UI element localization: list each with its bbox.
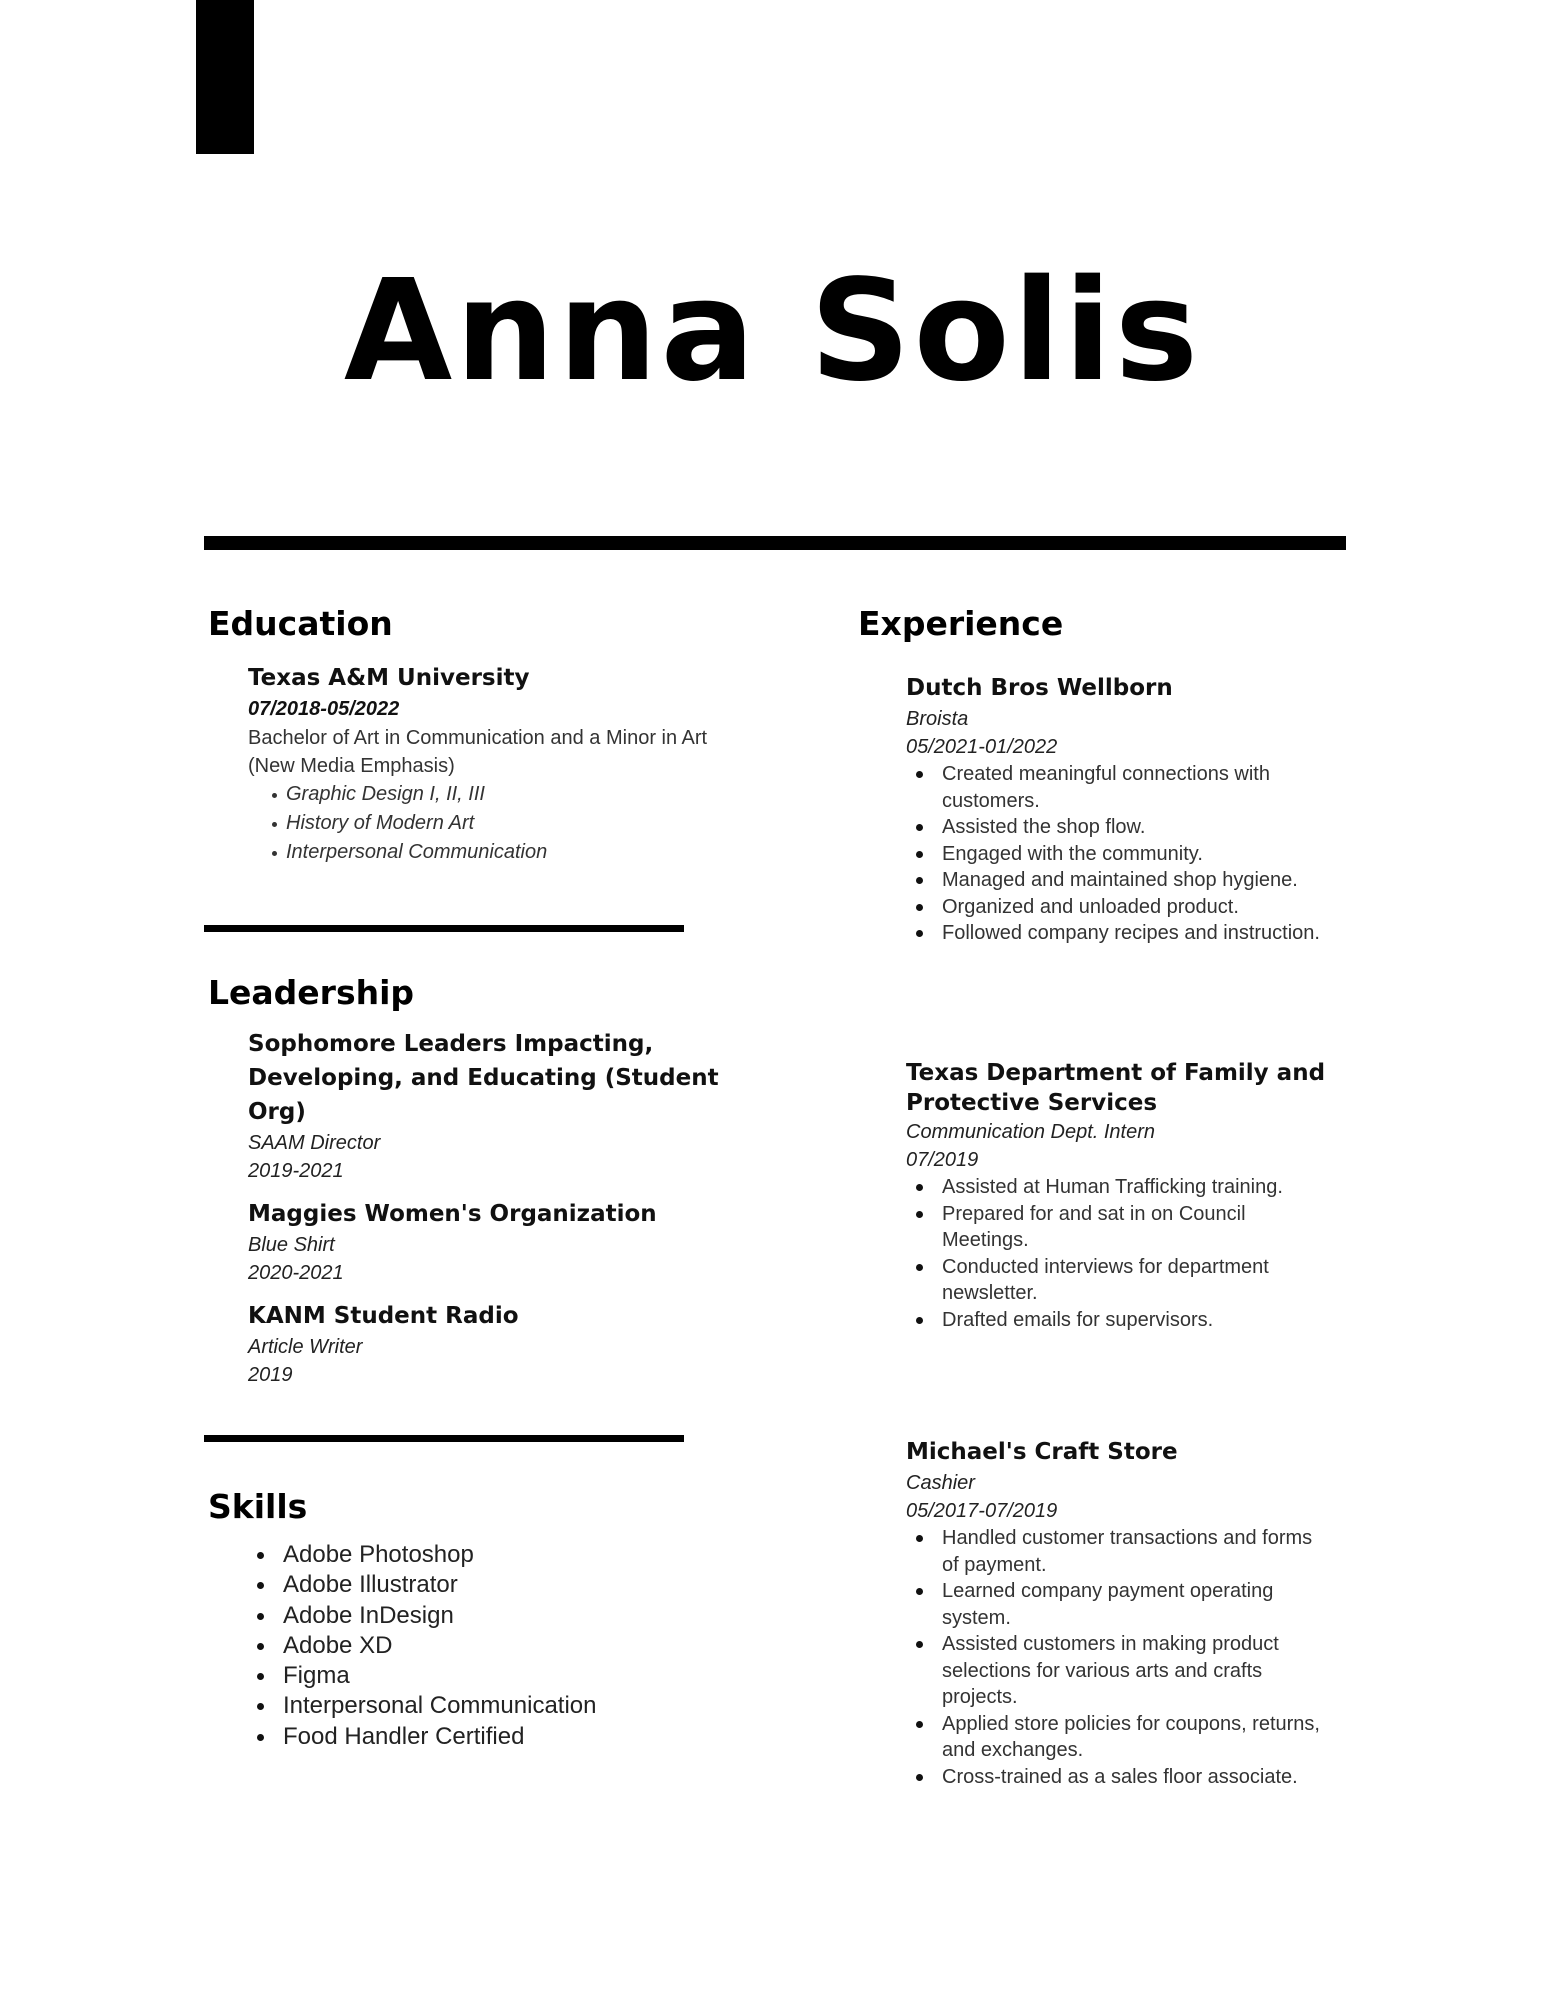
skill-item: Interpersonal Communication [253,1691,733,1721]
section-divider [204,1435,684,1442]
duty-item: Handled customer transactions and forms of payment. [906,1525,1326,1578]
leadership-dates: 2019 [248,1364,293,1386]
skill-item: Adobe InDesign [253,1601,733,1631]
duty-item: Assisted at Human Trafficking training. [906,1174,1326,1201]
job-role: Cashier [906,1472,975,1494]
leadership-org: Sophomore Leaders Impacting, Developing, and Educating (Student Org) [248,1031,719,1125]
skill-item: Food Handler Certified [253,1722,733,1752]
job-dates: 05/2017-07/2019 [906,1500,1058,1522]
job-duties [906,1525,1326,1790]
leadership-org: Maggies Women's Organization [248,1201,657,1227]
job-company: Michael's Craft Store [906,1439,1178,1465]
education-school: Texas A&M University [248,665,530,691]
candidate-name: Anna Solis [343,250,1202,413]
job-entry [906,1058,1326,1333]
duty-item: Applied store policies for coupons, returns, and exchanges. [906,1711,1326,1764]
leadership-org: KANM Student Radio [248,1303,519,1329]
leadership-list [248,1027,728,1401]
duty-item: Conducted interviews for department newsletter. [906,1254,1326,1307]
leadership-dates: 2019-2021 [248,1160,344,1182]
duty-item: Managed and maintained shop hygiene. [906,867,1326,894]
course-item: History of Modern Art [248,809,718,838]
leadership-heading: Leadership [208,973,415,1012]
leadership-dates: 2020-2021 [248,1262,344,1284]
course-item: Interpersonal Communication [248,838,718,867]
header-divider [204,536,1346,550]
duty-item: Created meaningful connections with customers. [906,761,1326,814]
education-dates: 07/2018-05/2022 [248,698,400,720]
job-company: Dutch Bros Wellborn [906,675,1173,701]
leadership-role: Blue Shirt [248,1234,335,1256]
leadership-role: SAAM Director [248,1132,381,1154]
job-entry [906,1435,1326,1790]
duty-item: Cross-trained as a sales floor associate. [906,1764,1326,1791]
course-item: Graphic Design I, II, III [248,780,718,809]
duty-item: Assisted the shop flow. [906,814,1326,841]
duty-item: Learned company payment operating system. [906,1578,1326,1631]
skill-item: Adobe Photoshop [253,1540,733,1570]
duty-item: Engaged with the community. [906,841,1326,868]
skill-item: Adobe Illustrator [253,1570,733,1600]
job-dates: 07/2019 [906,1149,979,1171]
experience-heading: Experience [858,604,1064,643]
job-role: Broista [906,708,969,730]
education-degree: Bachelor of Art in Communication and a Minor in Art (New Media Emphasis) [248,727,708,777]
job-entry [906,671,1326,947]
leadership-item [248,1027,728,1185]
skills-list [253,1540,733,1752]
skill-item: Figma [253,1661,733,1691]
education-heading: Education [208,604,393,643]
job-duties [906,1174,1326,1333]
job-duties [906,761,1326,947]
section-divider [204,925,684,932]
job-dates: 05/2021-01/2022 [906,736,1058,758]
duty-item: Followed company recipes and instruction. [906,920,1326,947]
leadership-role: Article Writer [248,1336,363,1358]
job-company: Texas Department of Family and Protective Services [906,1060,1326,1116]
duty-item: Assisted customers in making product selections for various arts and crafts projects. [906,1631,1326,1711]
duty-item: Prepared for and sat in on Council Meetings. [906,1201,1326,1254]
course-list [248,780,718,867]
duty-item: Organized and unloaded product. [906,894,1326,921]
leadership-item [248,1197,728,1287]
skills-heading: Skills [208,1487,308,1526]
duty-item: Drafted emails for supervisors. [906,1307,1326,1334]
skill-item: Adobe XD [253,1631,733,1661]
education-entry [248,661,718,867]
job-role: Communication Dept. Intern [906,1121,1156,1143]
header-accent-block [196,0,254,154]
leadership-item [248,1299,728,1389]
